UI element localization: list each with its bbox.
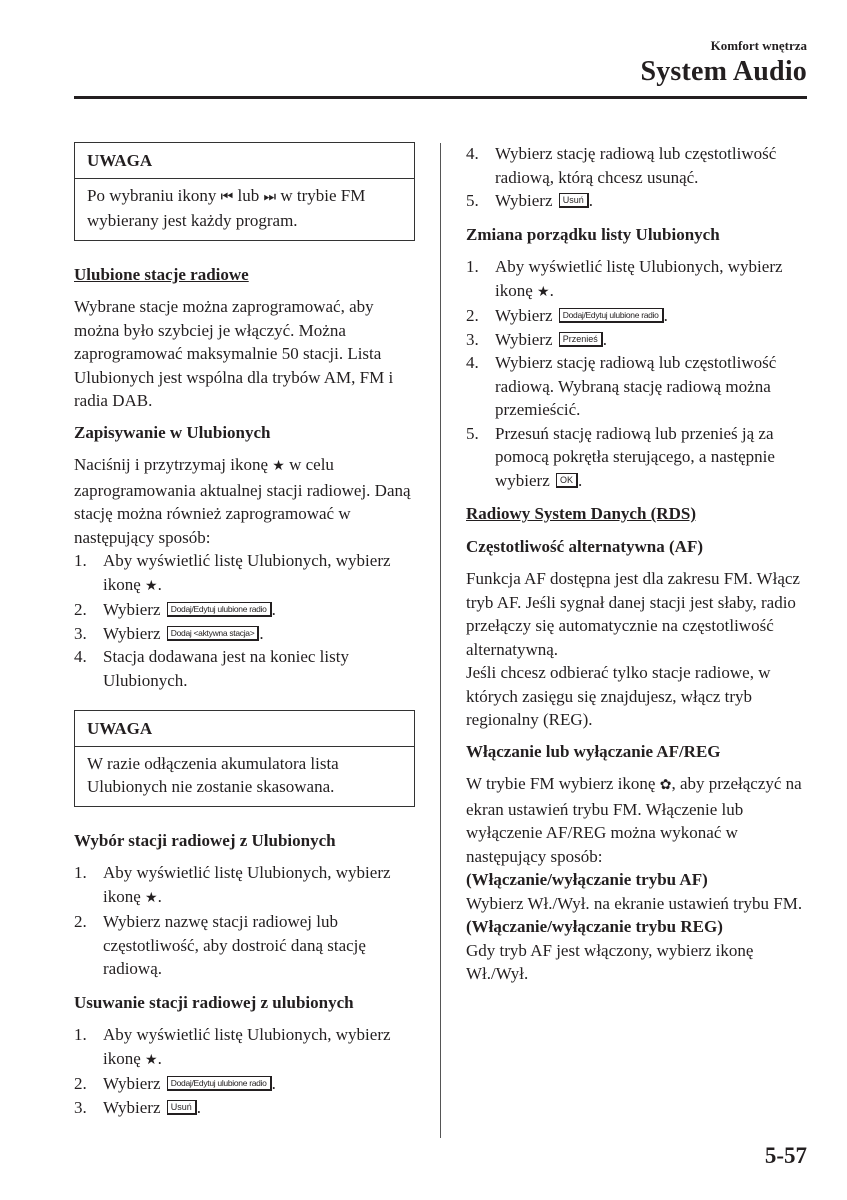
- list-item: 4. Stacja dodawana jest na koniec listy Ulubionych.: [74, 647, 349, 690]
- note-text: Po wybraniu ikony: [87, 185, 221, 205]
- add-edit-favorites-button: Dodaj/Edytuj ulubione radio: [167, 1076, 272, 1091]
- add-edit-favorites-button: Dodaj/Edytuj ulubione radio: [167, 602, 272, 617]
- move-button: Przenieś: [559, 332, 603, 347]
- toggle-heading: Włączanie lub wyłączanie AF/REG: [466, 741, 721, 761]
- af-heading: Częstotliwość alternatywna (AF): [466, 536, 703, 556]
- save-text: Naciśnij i przytrzymaj ikonę ★ w celu zaprogramowania aktualnej stacji radiowej. Daną stację można również zaprogramować w następujący sposób:: [74, 455, 411, 547]
- settings-icon: ✿: [659, 777, 672, 793]
- af-toggle-text: Wybierz Wł./Wył. na ekranie ustawień trybu FM.: [466, 893, 803, 913]
- af-toggle-heading: (Włączanie/wyłączanie trybu AF): [466, 870, 708, 889]
- ok-button: OK: [556, 473, 578, 488]
- list-item: 4. Wybierz stację radiową lub częstotliwość radiową. Wybraną stację radiową można przemieścić.: [466, 353, 777, 419]
- delete-button: Usuń: [167, 1100, 197, 1115]
- note-body: W razie odłączenia akumulatora lista Ulubionych nie zostanie skasowana.: [87, 753, 339, 796]
- left-column: [74, 142, 415, 1129]
- delete-steps: [74, 1023, 415, 1119]
- list-item: 2. Wybierz Dodaj/Edytuj ulubione radio .: [466, 306, 668, 325]
- column-divider: [440, 143, 441, 1138]
- list-item: 2. Wybierz nazwę stacji radiowej lub częstotliwość, aby dostroić daną stację radiową.: [74, 912, 366, 978]
- delete-heading: Usuwanie stacji radiowej z ulubionych: [74, 992, 354, 1012]
- add-active-station-button: Dodaj <aktywna stacja>: [167, 626, 260, 641]
- star-icon: ★: [145, 1051, 158, 1068]
- favorites-text: Wybrane stacje można zaprogramować, aby można było szybciej je włączyć. Można zaprogramować maksymalnie 50 stacji. Lista Ulubionych jest wspólna dla trybów AM, FM i radia DAB.: [74, 297, 394, 410]
- list-item: 2. Wybierz Dodaj/Edytuj ulubione radio .: [74, 1074, 276, 1093]
- star-icon: ★: [272, 458, 285, 474]
- rds-heading: Radiowy System Danych (RDS): [466, 504, 696, 523]
- add-edit-favorites-button: Dodaj/Edytuj ulubione radio: [559, 308, 664, 323]
- star-icon: ★: [145, 577, 158, 594]
- order-heading: Zmiana porządku listy Ulubionych: [466, 224, 720, 244]
- list-item: 2. Wybierz Dodaj/Edytuj ulubione radio .: [74, 600, 276, 619]
- list-item: 5. Wybierz Usuń .: [466, 191, 594, 210]
- reg-toggle-text: Gdy tryb AF jest włączony, wybierz ikonę Wł./Wył.: [466, 940, 754, 983]
- section-name: Komfort wnętrza: [710, 38, 807, 53]
- select-steps: [74, 861, 415, 981]
- order-steps: [466, 255, 806, 492]
- note-title: UWAGA: [75, 143, 414, 179]
- list-item: 1. Aby wyświetlić listę Ulubionych, wybierz ikonę ★.: [74, 863, 391, 906]
- note-box: [74, 710, 415, 807]
- save-heading: Zapisywanie w Ulubionych: [74, 422, 271, 442]
- list-item: 3. Wybierz Dodaj <aktywna stacja> .: [74, 623, 264, 643]
- save-steps: [74, 549, 415, 692]
- star-icon: ★: [145, 889, 158, 906]
- page-number: 5-57: [764, 1143, 807, 1168]
- list-item: 3. Wybierz Usuń .: [74, 1097, 202, 1117]
- favorites-heading: Ulubione stacje radiowe: [74, 264, 249, 284]
- select-heading: Wybór stacji radiowej z Ulubionych: [74, 830, 336, 850]
- previous-track-icon: ⏮: [220, 188, 234, 205]
- note-title: UWAGA: [75, 711, 414, 747]
- toggle-text: W trybie FM wybierz ikonę ✿, aby przełączyć na ekran ustawień trybu FM. Włączenie lub wyłączenie AF/REG można wykonać w następujący sposób:: [466, 774, 802, 866]
- delete-button: Usuń: [559, 193, 589, 208]
- header-rule: [74, 96, 807, 99]
- note-body: [75, 179, 414, 240]
- list-item: 3. Wybierz Przenieś .: [466, 329, 608, 349]
- delete-steps-continued: [466, 142, 806, 213]
- page-title: System Audio: [640, 56, 807, 87]
- next-track-icon: ⏭: [263, 188, 277, 205]
- af-text-regional: Jeśli chcesz odbierać tylko stacje radiowe, w których zasięgu się znajdujesz, włącz tryb regionalny (REG).: [466, 663, 771, 729]
- note-text: lub: [233, 185, 264, 205]
- note-box: [74, 142, 415, 241]
- reg-toggle-heading: (Włączanie/wyłączanie trybu REG): [466, 917, 723, 936]
- list-item: 5. Przesuń stację radiową lub przenieś ją za pomocą pokrętła sterującego, a następnie wybierz OK .: [466, 423, 775, 490]
- list-item: 1. Aby wyświetlić listę Ulubionych, wybierz ikonę ★.: [74, 551, 391, 594]
- right-column: [466, 142, 806, 986]
- af-text: Funkcja AF dostępna jest dla zakresu FM. Włącz tryb AF. Jeśli sygnał danej stacji jest słaby, radio przełączy się automatycznie na częstotliwość alternatywną.: [466, 569, 800, 659]
- list-item: 1. Aby wyświetlić listę Ulubionych, wybierz ikonę ★.: [466, 257, 783, 300]
- note-text: w trybie FM wybierany jest każdy program.: [87, 185, 366, 230]
- star-icon: ★: [537, 283, 550, 300]
- list-item: 4. Wybierz stację radiową lub częstotliwość radiową, którą chcesz usunąć.: [466, 144, 777, 187]
- list-item: 1. Aby wyświetlić listę Ulubionych, wybierz ikonę ★.: [74, 1025, 391, 1068]
